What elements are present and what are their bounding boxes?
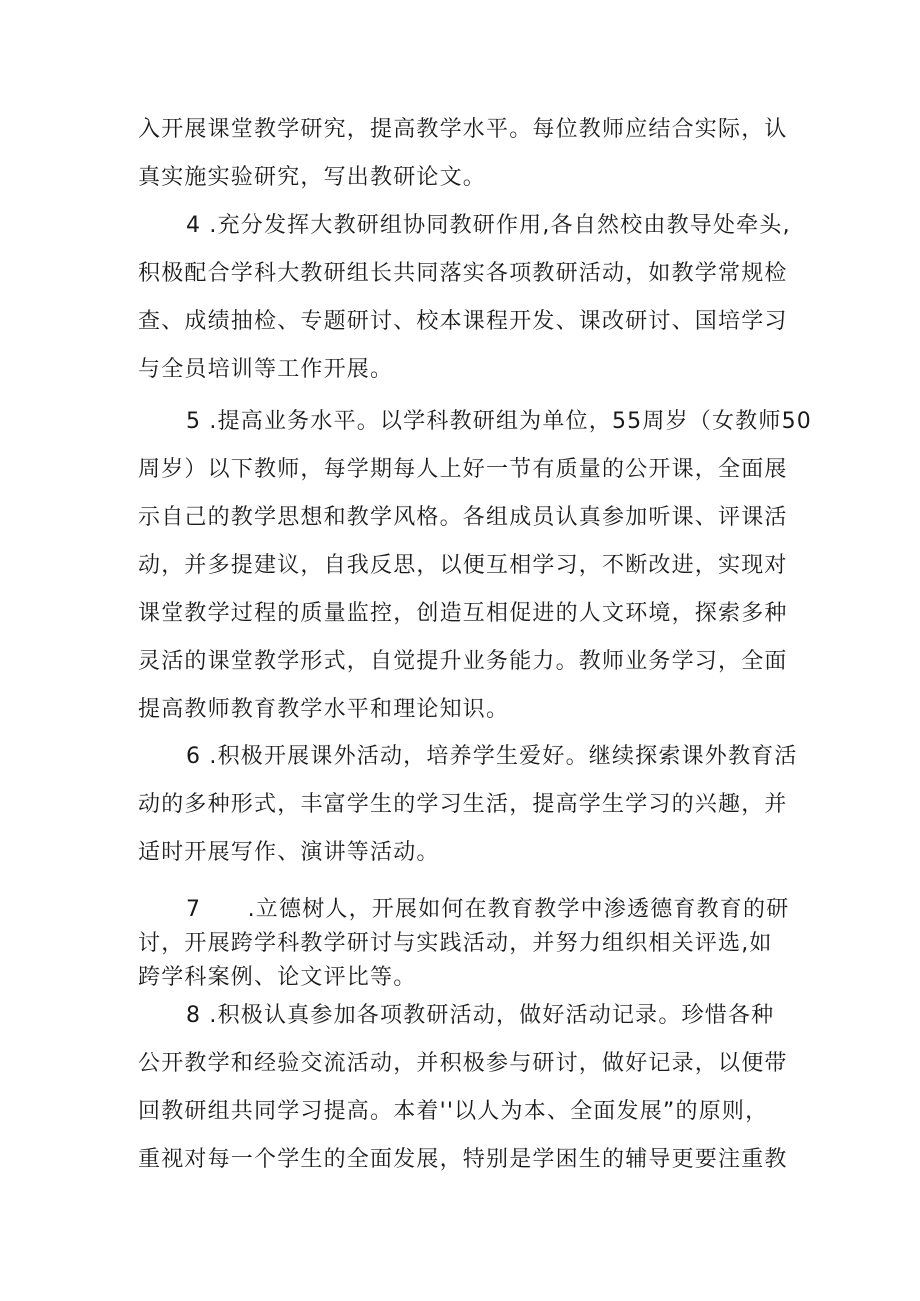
text-line: 5 .提高业务水平。以学科教研组为单位，55周岁（女教师50 [186, 409, 812, 434]
text-line: 跨学科案例、论文评比等。 [138, 965, 417, 990]
paragraph-item-4 [138, 202, 791, 394]
text-line: 动的多种形式，丰富学生的学习生活，提高学生学习的兴趣，并 [138, 792, 788, 817]
text-line: 入开展课堂教学研究，提高教学水平。每位教师应结合实际，认 [138, 117, 788, 142]
text-line: 适时开展写作、演讲等活动。 [138, 840, 440, 865]
text-line: 真实施实验研究，写出教研论文。 [138, 165, 487, 190]
text-line: 6 .积极开展课外活动，培养学生爱好。继续探索课外教育活 [186, 744, 798, 769]
paragraph-intro [138, 106, 788, 202]
text-line: 动，并多提建议，自我反思，以便互相学习，不断改进，实现对 [138, 553, 788, 578]
text-line: 4 .充分发挥大教研组协同教研作用,各自然校由教导处牵头, [186, 213, 791, 238]
text-line: 周岁）以下教师，每学期每人上好一节有质量的公开课，全面展 [138, 457, 788, 482]
text-line: 公开教学和经验交流活动，并积极参与研讨，做好记录，以便带 [138, 1051, 788, 1076]
text-line: 查、成绩抽检、专题研讨、校本课程开发、课改研讨、国培学习 [138, 309, 788, 334]
paragraph-item-6 [138, 733, 798, 877]
text-line: 重视对每一个学生的全面发展，特别是学困生的辅导更要注重教 [138, 1147, 788, 1172]
text-line: 回教研组共同学习提高。本着''以人为本、全面发展”的原则， [138, 1099, 769, 1124]
text-line: 灵活的课堂教学形式，自觉提升业务能力。教师业务学习，全面 [138, 649, 788, 674]
text-line: 积极配合学科大教研组长共同落实各项教研活动，如教学常规检 [138, 261, 788, 286]
text-line: 8 .积极认真参加各项教研活动，做好活动记录。珍惜各种 [186, 1003, 775, 1028]
text-line: 示自己的教学思想和教学风格。各组成员认真参加听课、评课活 [138, 505, 788, 530]
paragraph-item-8 [138, 992, 788, 1184]
text-line: 7 .立德树人，开展如何在教育教学中渗透德育教育的研 [186, 897, 790, 922]
text-line: 讨，开展跨学科教学研讨与实践活动，并努力组织相关评选,如 [138, 931, 773, 956]
paragraph-item-5 [138, 398, 812, 734]
text-line: 课堂教学过程的质量监控，创造互相促进的人文环境，探索多种 [138, 601, 788, 626]
paragraph-item-7 [138, 893, 788, 995]
text-line: 提高教师教育教学水平和理论知识。 [138, 697, 510, 722]
text-line: 与全员培训等工作开展。 [138, 357, 394, 382]
